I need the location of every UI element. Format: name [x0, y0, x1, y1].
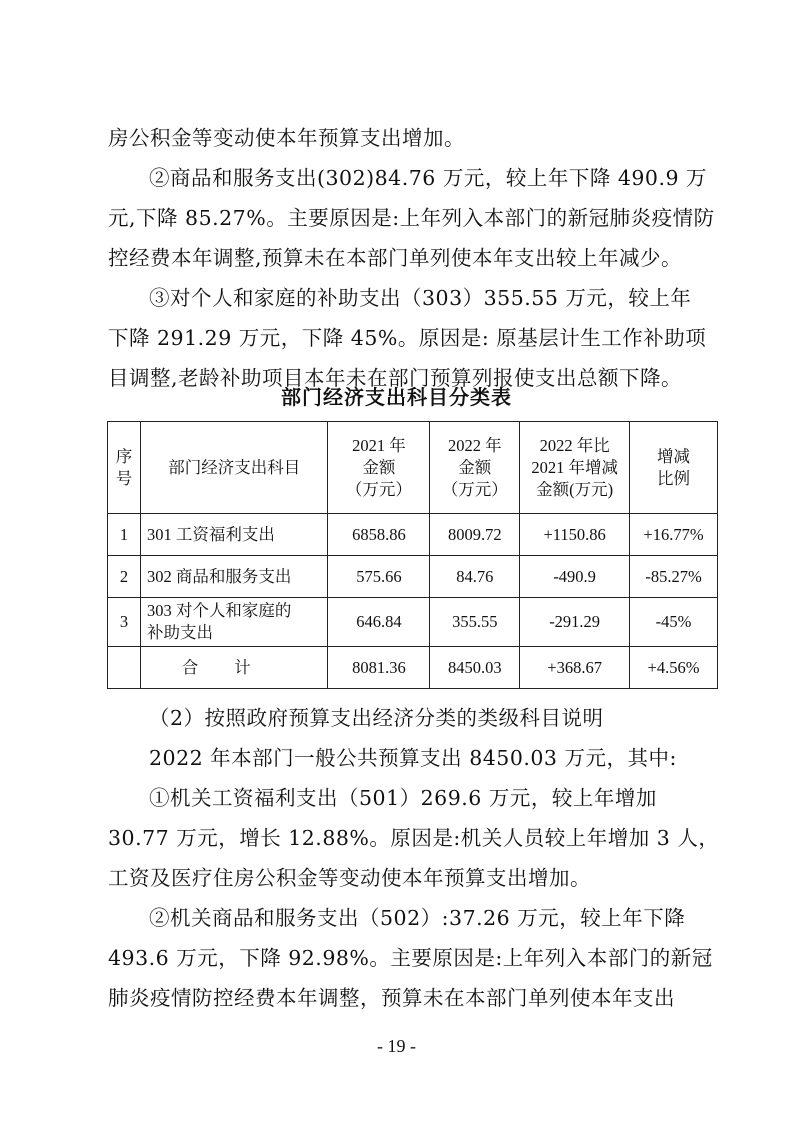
cell-pct: +16.77% [630, 514, 718, 556]
table-header-row [108, 422, 718, 514]
text-line: 肺炎疫情防控经费本年调整，预算未在本部门单列使本年支出 [108, 986, 675, 1010]
cell-2022: 84.76 [430, 556, 520, 598]
table-row [108, 556, 718, 598]
cell-diff: +1150.86 [520, 514, 630, 556]
table-total-row [108, 647, 718, 689]
cell-2021: 646.84 [328, 598, 430, 647]
text-line: 控经费本年调整,预算未在本部门单列使本年支出较上年减少。 [108, 246, 683, 270]
cell-2022: 8450.03 [430, 647, 520, 689]
cell-2021: 575.66 [328, 556, 430, 598]
top-text-block [108, 118, 715, 398]
text-line: ②商品和服务支出(302)84.76 万元，较上年下降 490.9 万 [149, 166, 708, 190]
paragraph-agency-goods-services [108, 898, 713, 1018]
cell-subject: 302 商品和服务支出 [140, 556, 328, 598]
header-2021-amount: 2021 年 金额 （万元） [328, 422, 430, 514]
text-line: 493.6 万元，下降 92.98%。主要原因是:上年列入本部门的新冠 [108, 946, 713, 970]
header-change-amount: 2022 年比 2021 年增减 金额(万元) [520, 422, 630, 514]
text-line: 房公积金等变动使本年预算支出增加。 [108, 126, 465, 150]
cell-diff: +368.67 [520, 647, 630, 689]
cell-seq: 3 [108, 598, 141, 647]
header-seq: 序 号 [108, 422, 141, 514]
text-line: 30.77 万元，增长 12.88%。原因是:机关人员较上年增加 3 人， [108, 826, 720, 850]
cell-pct: +4.56% [630, 647, 718, 689]
paragraph-wages-welfare [108, 778, 720, 898]
page-number: - 19 - [377, 1036, 416, 1056]
cell-2022: 355.55 [430, 598, 520, 647]
paragraph-overview [108, 738, 708, 778]
cell-total-label: 合计 [140, 647, 328, 689]
text-line: ③对个人和家庭的补助支出（303）355.55 万元，较上年 [149, 286, 692, 310]
text-line: 下降 291.29 万元，下降 45%。原因是: 原基层计生工作补助项 [108, 326, 707, 350]
cell-pct: -85.27% [630, 556, 718, 598]
text-line: 2022 年本部门一般公共预算支出 8450.03 万元，其中: [149, 746, 677, 770]
cell-2022: 8009.72 [430, 514, 520, 556]
cell-diff: -291.29 [520, 598, 630, 647]
text-line: ②机关商品和服务支出（502）:37.26 万元，较上年下降 [149, 906, 686, 930]
text-line: 元,下降 85.27%。主要原因是:上年列入本部门的新冠肺炎疫情防 [108, 206, 715, 230]
section-heading: （2）按照政府预算支出经济分类的类级科目说明 [149, 706, 604, 730]
table-row [108, 514, 718, 556]
paragraph-housing-fund-continuation [108, 118, 708, 158]
paragraph-section-heading [108, 698, 708, 738]
header-2022-amount: 2022 年 金额 （万元） [430, 422, 520, 514]
text-line: ①机关工资福利支出（501）269.6 万元，较上年增加 [149, 786, 657, 810]
text-line: 工资及医疗住房公积金等变动使本年预算支出增加。 [108, 866, 591, 890]
cell-seq: 2 [108, 556, 141, 598]
cell-subject: 303 对个人和家庭的 补助支出 [140, 598, 328, 647]
table-row [108, 598, 718, 647]
cell-pct: -45% [630, 598, 718, 647]
paragraph-household-subsidy [108, 278, 708, 398]
cell-diff: -490.9 [520, 556, 630, 598]
bottom-text-block [108, 698, 720, 1018]
cell-2021: 6858.86 [328, 514, 430, 556]
cell-subject: 301 工资福利支出 [140, 514, 328, 556]
text-line: 目调整,老龄补助项目本年未在部门预算列报使支出总额下降。 [108, 366, 683, 390]
cell-seq [108, 647, 141, 689]
table-title: 部门经济支出科目分类表 [281, 385, 512, 409]
header-subject: 部门经济支出科目 [140, 422, 328, 514]
cell-2021: 8081.36 [328, 647, 430, 689]
economic-expenditure-table [107, 421, 718, 689]
cell-seq: 1 [108, 514, 141, 556]
header-change-ratio: 增减 比例 [630, 422, 718, 514]
paragraph-goods-services [108, 158, 715, 278]
